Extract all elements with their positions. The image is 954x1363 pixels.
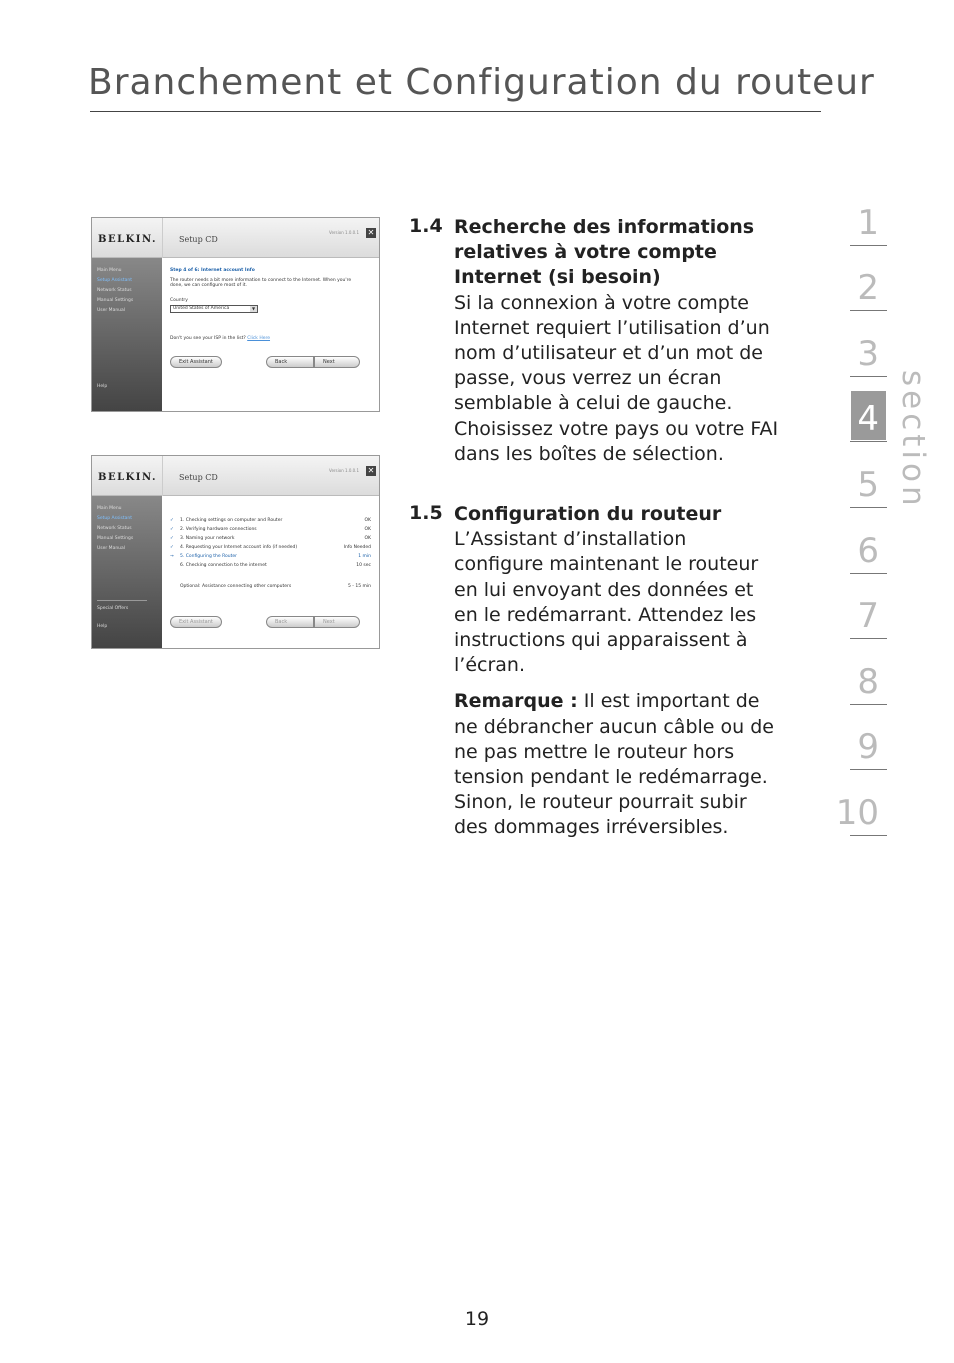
page-title: Branchement et Configuration du routeur	[88, 62, 875, 103]
back-button[interactable]: Back	[266, 616, 314, 628]
app-title: Setup CD	[179, 235, 218, 244]
app-title: Setup CD	[179, 473, 218, 482]
section-tab-7[interactable]: 7	[850, 574, 887, 640]
section-1-5	[454, 502, 794, 841]
belkin-logo: BELKIN.	[98, 234, 157, 245]
section-tab-1[interactable]: 1	[850, 180, 887, 246]
sidebar-item[interactable]: User Manual	[97, 546, 126, 551]
section-heading: Recherche des informations relatives à votre compte Internet (si besoin)	[454, 216, 755, 289]
sidebar-item[interactable]: Setup Assistant	[97, 516, 133, 521]
close-icon[interactable]: ✕	[367, 466, 375, 475]
sidebar-item[interactable]: Network Status	[97, 288, 132, 293]
exit-assistant-button[interactable]: Exit Assistant	[170, 616, 222, 628]
section-body: Si la connexion à votre compte Internet requiert l’utilisation d’un nom d’utilisateur et d’un mot de passe, vous verrez un écran semblable à celui de gauche. Choisissez votre pays ou votre FAI dans les boîtes de sélection.	[454, 291, 779, 465]
version-text: Version 1.0.0.1	[329, 468, 359, 473]
exit-assistant-button[interactable]: Exit Assistant	[170, 356, 222, 368]
next-button[interactable]: Next	[314, 356, 360, 368]
sidebar-item[interactable]: Main Menu	[97, 268, 122, 273]
sidebar-help[interactable]: Help	[97, 624, 108, 629]
sidebar	[92, 258, 162, 411]
back-button[interactable]: Back	[266, 356, 314, 368]
isp-link[interactable]: Click Here	[247, 336, 271, 341]
section-heading: Configuration du routeur	[454, 503, 722, 525]
section-1-4	[454, 215, 794, 467]
close-icon[interactable]: ✕	[367, 228, 375, 237]
progress-step: ✓ 1. Checking settings on computer and Router OK	[170, 518, 371, 523]
progress-list	[170, 516, 371, 591]
section-tab-8[interactable]: 8	[850, 639, 887, 705]
page-number: 19	[464, 1308, 490, 1330]
chevron-down-icon: ▼	[251, 306, 256, 311]
country-label: Country	[170, 298, 188, 303]
section-label: section	[895, 370, 931, 510]
section-tab-2[interactable]: 2	[850, 246, 887, 312]
country-select[interactable]: United States of America ▼	[170, 305, 258, 313]
section-number: 1.5	[409, 502, 443, 524]
setup-screenshot-configuring	[91, 455, 380, 649]
sidebar	[92, 496, 162, 648]
section-nav	[835, 180, 887, 836]
step-body: The router needs a bit more information to connect to the Internet. When you're done, we can configure most of it.	[170, 278, 352, 288]
belkin-logo: BELKIN.	[98, 472, 157, 483]
section-tab-6[interactable]: 6	[850, 508, 887, 574]
sidebar-item[interactable]: Setup Assistant	[97, 278, 133, 283]
setup-screenshot-internet-info	[91, 217, 380, 412]
isp-question: Don't you see your ISP in the list?	[170, 336, 246, 341]
section-tab-4[interactable]: 4	[850, 377, 887, 443]
sidebar-help[interactable]: Help	[97, 384, 108, 389]
progress-step: → 5. Configuring the Router 1 min	[170, 554, 371, 559]
progress-step: ✓ 2. Verifying hardware connections OK	[170, 527, 371, 532]
sidebar-item[interactable]: Network Status	[97, 526, 132, 531]
note-body: Il est important de ne débrancher aucun câble ou de ne pas mettre le routeur hors tension pendant le redémarrage. Sinon, le routeur pourrait subir des dommages irréversibles.	[454, 690, 774, 839]
optional-step: Optional: Assistance connecting other computers 5 - 15 min	[180, 584, 371, 589]
version-text: Version 1.0.0.1	[329, 230, 359, 235]
sidebar-special-offers[interactable]: Special Offers	[97, 606, 129, 611]
section-number: 1.4	[409, 215, 443, 237]
next-button[interactable]: Next	[314, 616, 360, 628]
note-label: Remarque :	[454, 690, 578, 713]
sidebar-item[interactable]: Manual Settings	[97, 298, 134, 303]
section-tab-3[interactable]: 3	[850, 311, 887, 377]
sidebar-item[interactable]: Manual Settings	[97, 536, 134, 541]
note	[454, 689, 784, 840]
sidebar-item[interactable]: Main Menu	[97, 506, 122, 511]
section-tab-10[interactable]: 10	[850, 770, 887, 836]
progress-step: ✓ 4. Requesting your Internet account info (if needed) Info Needed	[170, 545, 371, 550]
section-body: L’Assistant d’installation configure maintenant le routeur en lui envoyant des données et en le redémarrant. Attendez les instructions qui apparaissent à l’écran.	[454, 528, 759, 677]
section-tab-9[interactable]: 9	[850, 705, 887, 771]
step-title: Step 4 of 6: Internet account Info	[170, 268, 255, 273]
progress-step: ✓ 3. Naming your network OK	[170, 536, 371, 541]
progress-step: 6. Checking connection to the internet 10 sec	[180, 563, 371, 568]
title-rule	[90, 111, 821, 112]
sidebar-item[interactable]: User Manual	[97, 308, 126, 313]
section-tab-5[interactable]: 5	[850, 442, 887, 508]
